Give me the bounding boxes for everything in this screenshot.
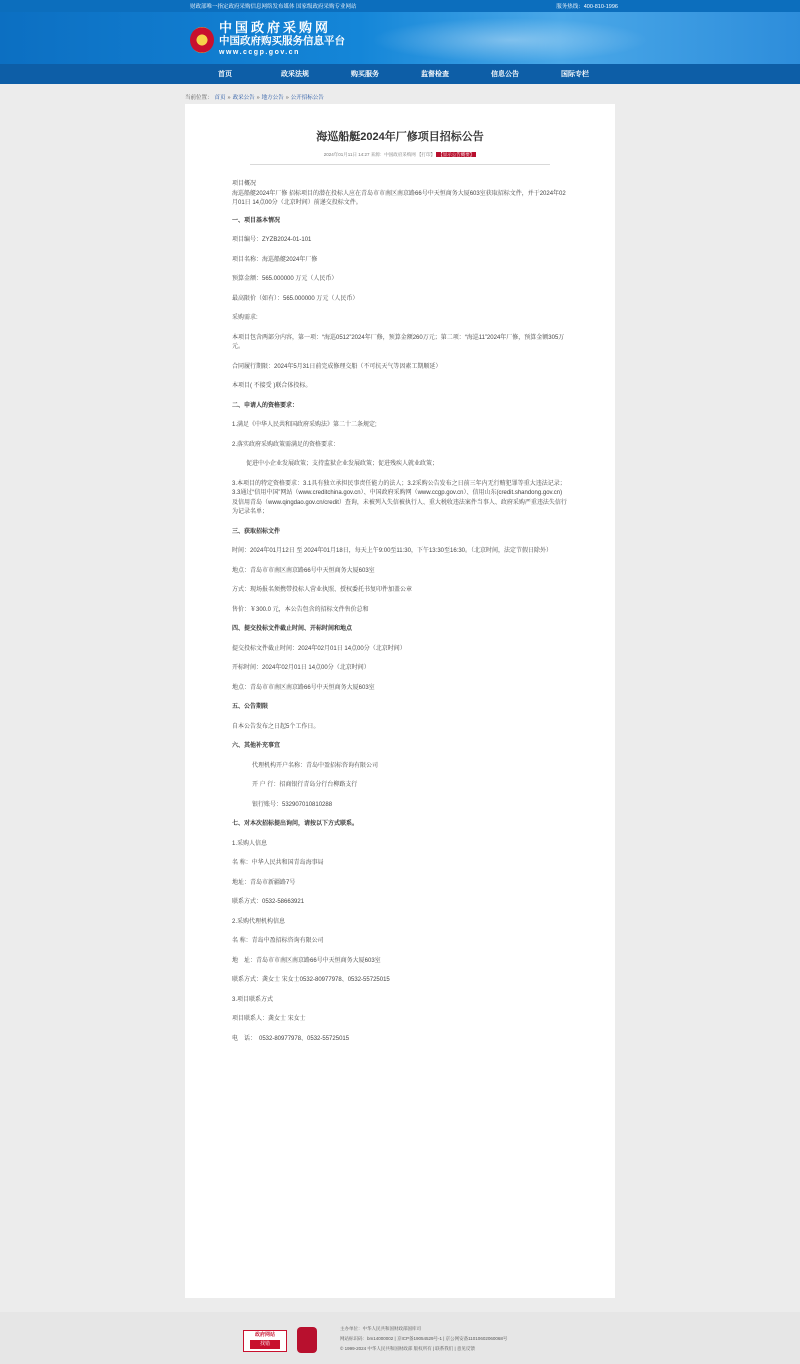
- breadcrumb: [185, 84, 615, 104]
- site-title: 中国政府采购网: [219, 21, 332, 36]
- site-url: www.ccgp.gov.cn: [219, 49, 300, 56]
- article-paragraph: 促进中小企业发展政策；支持监狱企业发展政策；促进残疾人就业政策；: [246, 461, 439, 467]
- section-heading: 二、申请人的资格要求：: [232, 402, 299, 409]
- article-paragraph: 地点：青岛市市南区南京路66号中天恒商务大厦603室: [232, 684, 375, 691]
- section-heading: 三、获取招标文件: [232, 528, 281, 535]
- breadcrumb-home[interactable]: 首页: [214, 95, 226, 101]
- nav-purchase-services[interactable]: 购买服务: [351, 71, 379, 78]
- article-paragraph: 合同履行期限：2024年5月31日前完成修理交船（不可抗天气等因素工期顺延）: [232, 363, 442, 370]
- article-paragraph: 地 址：青岛市市南区南京路66号中天恒商务大厦603室: [232, 957, 381, 964]
- banner-decoration: [360, 16, 660, 64]
- divider: [250, 164, 550, 180]
- article-paragraph: 开标时间：2024年02月01日 14点00分（北京时间）: [232, 665, 370, 671]
- article-meta: [232, 152, 568, 162]
- article-paragraph: 电 话： 0532-80977978、0532-55725015: [232, 1035, 350, 1042]
- article-paragraph: 本项目包含两部分内容，第一项：“海巡0512”2024年厂修，预算金额260万元；第二项：“海巡11”2024年厂修，预算金额305万元。: [232, 334, 565, 350]
- nav-supervision[interactable]: 监督检查: [421, 71, 449, 78]
- article-body: [232, 180, 568, 1044]
- article-paragraph: 代理机构开户名称：青岛中盈招标咨询有限公司: [252, 762, 379, 769]
- article-paragraph: 地点：青岛市市南区南京路66号中天恒商务大厦603室: [232, 567, 375, 574]
- article-paragraph: 1.满足《中华人民共和国政府采购法》第二十二条规定;: [232, 422, 377, 428]
- top-info-bar: [0, 0, 800, 12]
- breadcrumb-separator: »: [285, 95, 289, 101]
- party-gov-badge-icon[interactable]: [297, 1327, 317, 1353]
- main-nav: [0, 64, 800, 84]
- article-paragraph: 银行账号：532907010810288: [252, 801, 333, 808]
- article-paragraph: 时间：2024年01月12日 至 2024年01月18日，每天上午9:00至11:30，下午13:30至16:30。（北京时间，法定节假日除外）: [232, 548, 553, 554]
- site-logo[interactable]: [190, 22, 345, 57]
- article-meta-text: 2024年01月11日 14:27 来源：中国政府采购网 【打印】: [323, 152, 435, 157]
- article-paragraph: 开 户 行：招商银行青岛分行台柳路支行: [252, 782, 358, 788]
- nav-international[interactable]: 国际专栏: [561, 71, 589, 78]
- article-paragraph: 3.本项目的特定资格要求：3.1具有独立承担民事责任能力的法人；3.2采购公告发布之日前三年内无行贿犯罪等重大违法记录；3.3通过“信用中国”网站（www.creditchina.gov.cn）、中国政府采购网（www.ccgp.gov.cn）、信用山东(credit.shandong.gov.cn)及信用青岛（www.qingdao.gov.cn/credit）查询，未被列入失信被执行人、重大税收违法案件当事人、政府采购严重违法失信行为记录名单；: [232, 480, 567, 515]
- footer-copyright: © 1999-2024 中华人民共和国财政部 版权所有 | 联系我们 | 意见反馈: [340, 1346, 475, 1351]
- section-heading: 四、提交投标文件截止时间、开标时间和地点: [232, 626, 353, 632]
- article-paragraph: 名 称：青岛中盈招标咨询有限公司: [232, 938, 324, 944]
- article-title: 海巡船艇2024年厂修项目招标公告: [316, 131, 484, 143]
- footer-sponsor: 主办单位：中华人民共和国财政部国库司: [340, 1326, 421, 1331]
- article-paragraph: 项目名称：海巡船艇2024年厂修: [232, 256, 318, 263]
- section-heading: 一、项目基本情况: [232, 217, 281, 224]
- breadcrumb-local[interactable]: 地方公告: [261, 95, 284, 101]
- article-paragraph: 项目概况: [232, 181, 257, 187]
- breadcrumb-separator: »: [256, 95, 260, 101]
- top-info-left: 财政部唯一指定政府采购信息网络发布媒体 国家级政府采购专业网站: [190, 4, 357, 10]
- breadcrumb-tender[interactable]: 公开招标公告: [290, 95, 324, 101]
- gov-website-error-report-logo[interactable]: [243, 1330, 287, 1352]
- nav-regulations[interactable]: 政采法规: [281, 71, 309, 78]
- breadcrumb-separator: »: [227, 95, 231, 101]
- footer-registration: 网站标识码：bm14000002 | 京ICP备19054529号-1 | 京公网安备11010602060068号: [340, 1336, 508, 1341]
- nav-announcements[interactable]: 信息公告: [491, 71, 519, 78]
- article-paragraph: 项目联系人：龚女士 宋女士: [232, 1016, 306, 1022]
- article-paragraph: 售价：￥300.0 元，本公告包含的招标文件售价总和: [232, 606, 369, 613]
- article-paragraph: 本项目( 不接受 )联合体投标。: [232, 383, 312, 389]
- article-paragraph: 预算金额：565.000000 万元（人民币）: [232, 276, 338, 282]
- logo-bottom-text: 找错: [250, 1340, 280, 1349]
- site-subtitle: 中国政府购买服务信息平台: [219, 35, 345, 47]
- article-paragraph: 联系方式：龚女士 宋女士0532-80977978、0532-55725015: [232, 977, 390, 983]
- section-heading: 六、其他补充事宜: [232, 743, 281, 749]
- breadcrumb-announcements[interactable]: 政采公告: [232, 95, 255, 101]
- article-paragraph: 采购需求:: [232, 315, 258, 321]
- logo-top-text: 政府网站: [254, 1332, 275, 1338]
- article-paragraph: 自本公告发布之日起5个工作日。: [232, 723, 320, 730]
- article-paragraph: 提交投标文件截止时间：2024年02月01日 14点00分（北京时间）: [232, 645, 406, 652]
- article-paragraph: 方式：现场报名须携带投标人营业执照、授权委托书复印件加盖公章: [232, 587, 413, 593]
- site-banner: [0, 12, 800, 64]
- article-paragraph: 1.采购人信息: [232, 840, 268, 847]
- breadcrumb-prefix: 当前位置：: [185, 95, 213, 101]
- article-paragraph: 名 称：中华人民共和国青岛海事局: [232, 860, 324, 866]
- article-paragraph: 联系方式：0532-58663921: [232, 899, 305, 905]
- nav-home[interactable]: 首页: [218, 71, 232, 78]
- show-summary-button[interactable]: 【显示公告概要】: [438, 152, 475, 157]
- article-container: [185, 104, 615, 1298]
- service-hotline: 服务热线：400-810-1996: [556, 4, 618, 10]
- section-heading: 五、公告期限: [232, 704, 269, 710]
- article-paragraph: 2.采购代理机构信息: [232, 918, 286, 925]
- section-heading: 七、对本次招标提出询问，请按以下方式联系。: [232, 821, 359, 827]
- article-paragraph: 海巡船艇2024年厂修 招标项目的潜在投标人应在青岛市市南区南京路66号中天恒商务大厦603室获取招标文件，并于2024年02月01日 14点00分（北京时间）前递交投标文件。: [232, 190, 566, 206]
- article-paragraph: 3.项目联系方式: [232, 996, 274, 1003]
- article-paragraph: 2.落实政府采购政策需满足的资格要求：: [232, 441, 340, 448]
- article-paragraph: 项目编号：ZYZB2024-01-101: [232, 237, 312, 243]
- site-footer: [0, 1312, 800, 1364]
- article-paragraph: 最高限价（如有）：565.000000 万元（人民币）: [232, 295, 359, 302]
- national-emblem-icon: [190, 27, 214, 53]
- article-paragraph: 地址：青岛市新疆路7号: [232, 879, 296, 886]
